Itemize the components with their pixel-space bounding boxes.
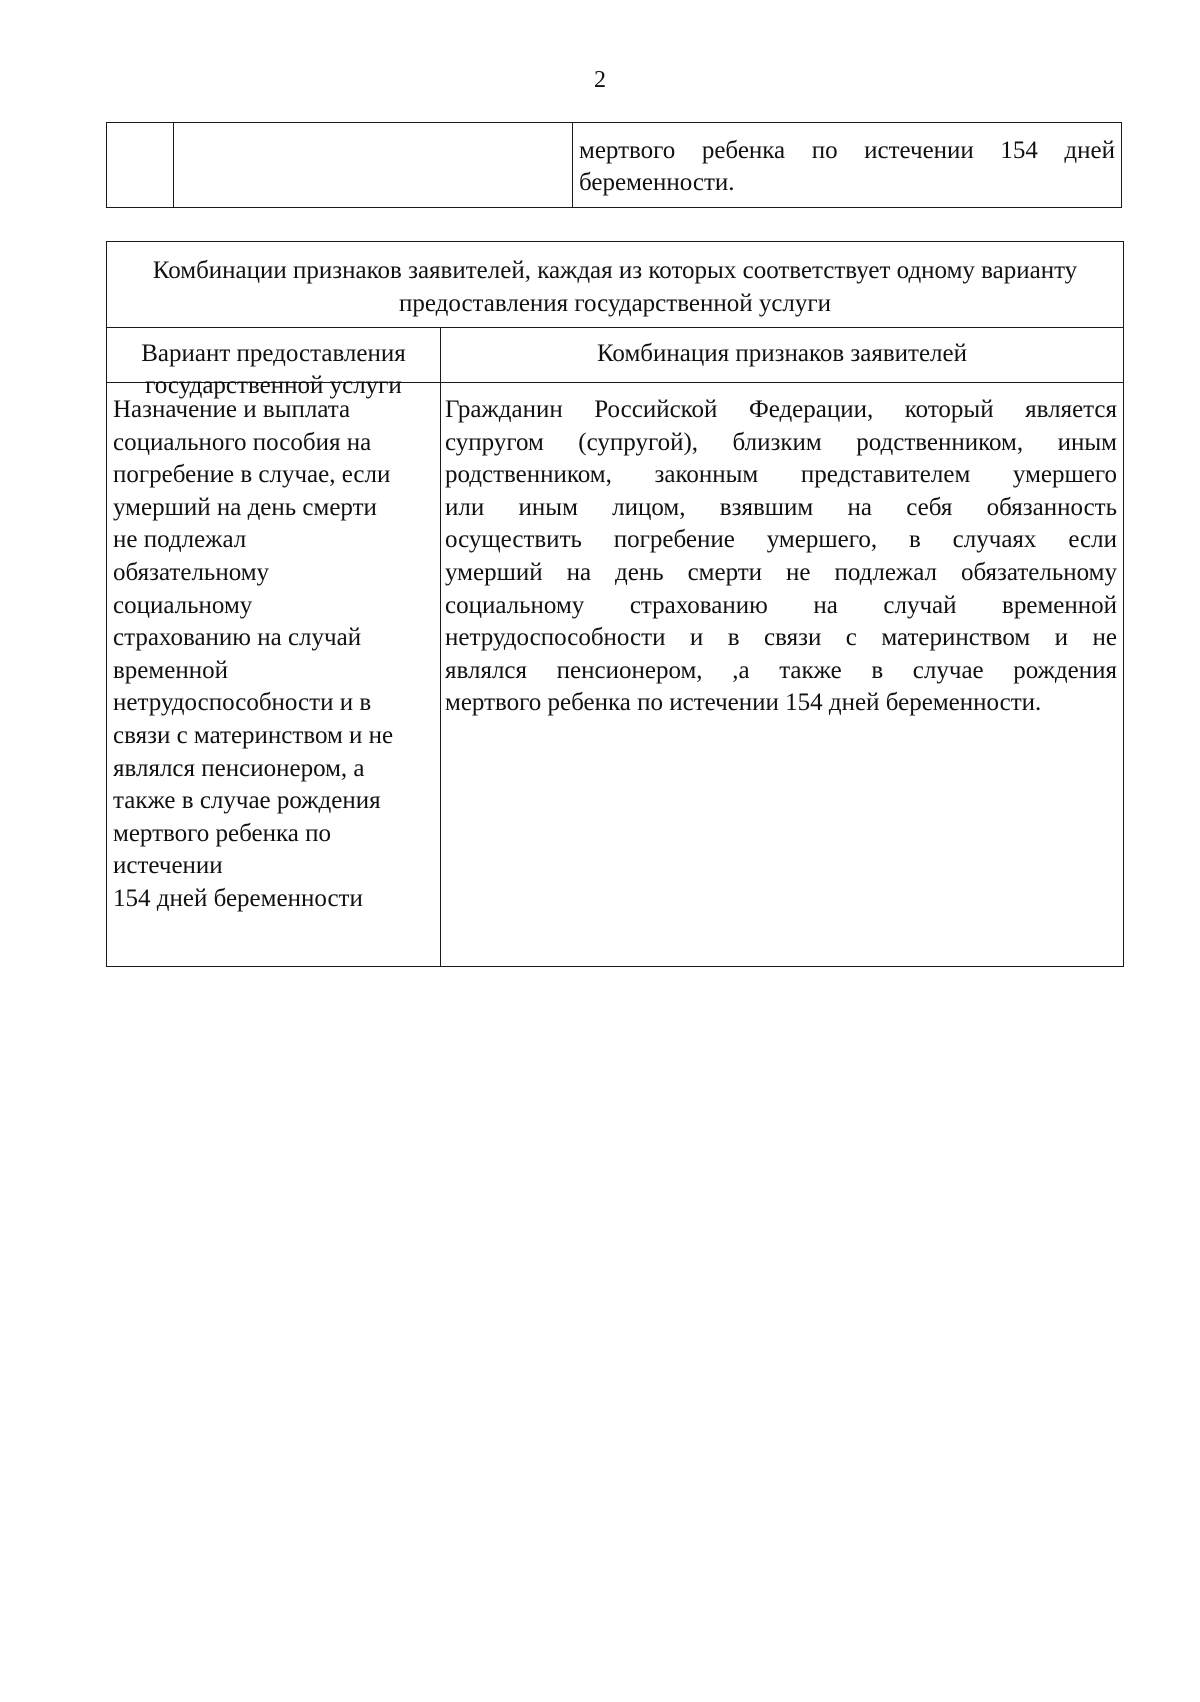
continuation-table (106, 122, 1122, 208)
variant-line: нетрудоспособности и в (113, 689, 372, 717)
variant-line: мертвого ребенка по (113, 819, 331, 847)
column-header-combination: Комбинация признаков заявителей (596, 340, 968, 367)
column-header-variant: Вариант предоставления государственной услуги (141, 340, 406, 399)
continuation-cell-variant (173, 123, 573, 207)
variant-line: социального пособия на (113, 428, 372, 456)
variant-line: погребение в случае, если (113, 461, 391, 489)
combination-line: или иным лицом, взявшим на себя обязанность (445, 493, 1117, 521)
continuation-cell-text (579, 135, 1115, 199)
combination-line: являлся пенсионером, ,а также в случае рождения (445, 656, 1117, 684)
continuation-line: беременности. (579, 169, 735, 196)
variant-line: обязательному (113, 558, 270, 586)
variant-line: также в случае рождения (113, 787, 381, 815)
page-number: 2 (594, 67, 606, 93)
variant-cell (113, 394, 433, 916)
variant-line: 154 дней беременности (113, 884, 363, 912)
variant-line: умерший на день смерти (113, 493, 377, 521)
combination-line: умерший на день смерти не подлежал обязательному (445, 558, 1117, 586)
variant-line: временной (113, 656, 228, 684)
combination-line: социальному страхованию на случай временной (445, 591, 1117, 619)
combination-cell (445, 394, 1117, 720)
combination-line: мертвого ребенка по истечении 154 дней беременности. (445, 689, 1042, 717)
variant-line: связи с материнством и не (113, 721, 394, 749)
variant-line: социальному (113, 591, 253, 619)
continuation-line: мертвого ребенка по истечении 154 дней (579, 137, 1115, 164)
variant-line: являлся пенсионером, а (113, 754, 365, 782)
variant-line: Назначение и выплата (113, 396, 351, 423)
combination-line: супругом (супругой), близким родственником, иным (445, 428, 1117, 456)
continuation-cell-number (107, 123, 174, 207)
variant-line: страхованию на случай (113, 624, 362, 652)
variant-line: не подлежал (113, 526, 247, 554)
combination-line: нетрудоспособности и в связи с материнством и не (445, 624, 1117, 652)
column-divider (440, 328, 441, 966)
table-title: Комбинации признаков заявителей, каждая из которых соответствует одному варианту предоставления государственной услуги (107, 242, 1123, 328)
applicant-combinations-table (106, 241, 1124, 967)
combination-line: осуществить погребение умершего, в случаях если (445, 526, 1117, 554)
combination-line: Гражданин Российской Федерации, который является (445, 396, 1117, 423)
combination-line: родственником, законным представителем умершего (445, 461, 1117, 489)
variant-line: истечении (113, 852, 223, 880)
